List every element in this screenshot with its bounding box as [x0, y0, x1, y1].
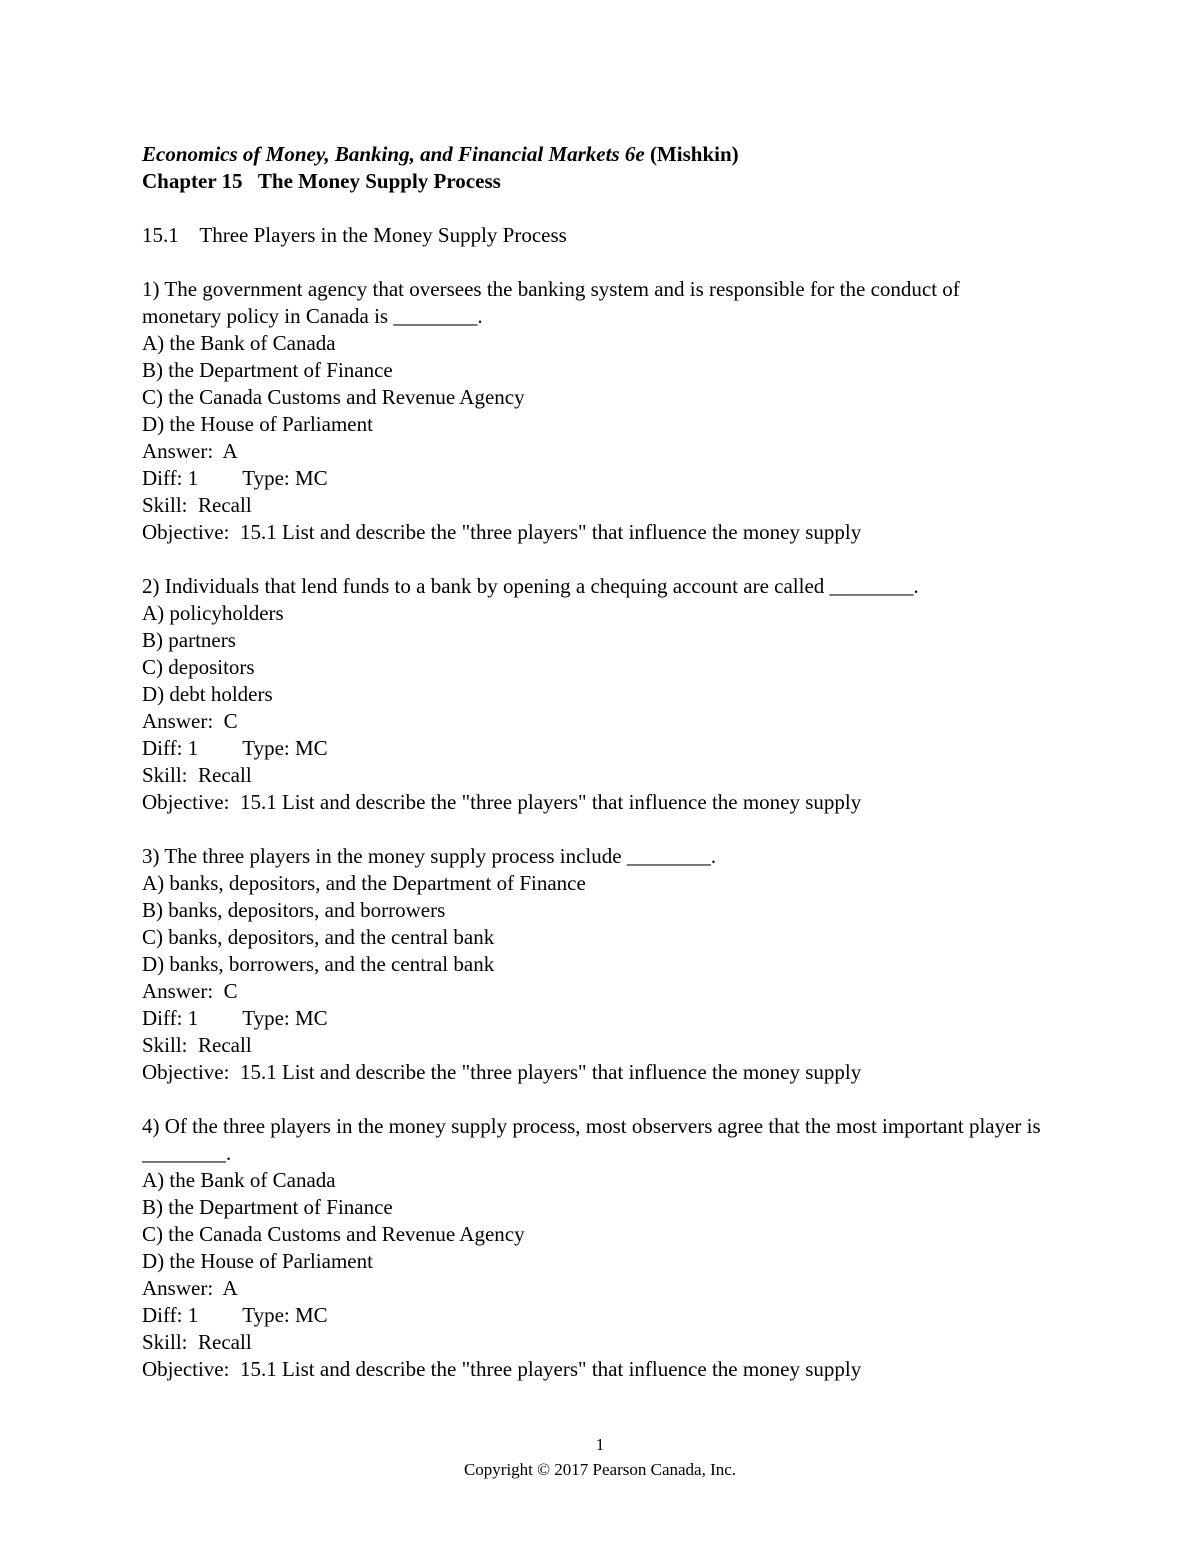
objective: Objective: 15.1 List and describe the "three players" that influence the money supply — [142, 1060, 862, 1084]
option-b: B) partners — [142, 628, 236, 652]
difficulty: Diff: 1 — [142, 1006, 199, 1030]
difficulty: Diff: 1 — [142, 736, 199, 760]
question-text: 3) The three players in the money supply process include ________. — [142, 844, 717, 868]
option-b: B) the Department of Finance — [142, 358, 393, 382]
objective: Objective: 15.1 List and describe the "three players" that influence the money supply — [142, 520, 862, 544]
objective: Objective: 15.1 List and describe the "three players" that influence the money supply — [142, 790, 862, 814]
option-b: B) the Department of Finance — [142, 1195, 393, 1219]
answer: Answer: C — [142, 979, 238, 1003]
option-d: D) debt holders — [142, 682, 273, 706]
difficulty: Diff: 1 — [142, 1303, 199, 1327]
answer: Answer: A — [142, 439, 238, 463]
question-text: 2) Individuals that lend funds to a bank by opening a chequing account are called ________. — [142, 574, 919, 598]
question-block — [142, 1113, 1082, 1383]
skill: Skill: Recall — [142, 763, 252, 787]
question-type: Type: MC — [242, 466, 328, 490]
section-heading: 15.1 Three Players in the Money Supply Process — [142, 223, 567, 247]
option-a: A) the Bank of Canada — [142, 1168, 336, 1192]
author: (Mishkin) — [649, 142, 739, 166]
question-block — [142, 573, 1082, 816]
document-title — [142, 141, 1082, 168]
skill: Skill: Recall — [142, 1033, 252, 1057]
option-c: C) the Canada Customs and Revenue Agency — [142, 385, 525, 409]
answer: Answer: A — [142, 1276, 238, 1300]
option-b: B) banks, depositors, and borrowers — [142, 898, 446, 922]
question-text: 1) The government agency that oversees the banking system and is responsible for the conduct of monetary policy in Canada is ________. — [142, 277, 960, 328]
difficulty-type — [142, 1302, 1082, 1329]
copyright-notice: Copyright © 2017 Pearson Canada, Inc. — [463, 1460, 737, 1479]
skill: Skill: Recall — [142, 1330, 252, 1354]
difficulty: Diff: 1 — [142, 466, 199, 490]
option-a: A) the Bank of Canada — [142, 331, 336, 355]
option-a: A) policyholders — [142, 601, 284, 625]
book-title: Economics of Money, Banking, and Financial Markets 6e — [142, 142, 645, 166]
page-number: 1 — [595, 1435, 605, 1454]
difficulty-type — [142, 1005, 1082, 1032]
option-c: C) the Canada Customs and Revenue Agency — [142, 1222, 525, 1246]
option-d: D) the House of Parliament — [142, 1249, 373, 1273]
question-block — [142, 843, 1082, 1086]
option-d: D) banks, borrowers, and the central bank — [142, 952, 495, 976]
option-c: C) depositors — [142, 655, 255, 679]
question-type: Type: MC — [242, 736, 328, 760]
difficulty-type — [142, 735, 1082, 762]
question-type: Type: MC — [242, 1006, 328, 1030]
objective: Objective: 15.1 List and describe the "three players" that influence the money supply — [142, 1357, 862, 1381]
question-text: 4) Of the three players in the money supply process, most observers agree that the most important player is ________. — [142, 1114, 1041, 1165]
chapter-heading: Chapter 15 The Money Supply Process — [142, 169, 501, 193]
question-type: Type: MC — [242, 1303, 328, 1327]
option-c: C) banks, depositors, and the central bank — [142, 925, 495, 949]
difficulty-type — [142, 465, 1082, 492]
skill: Skill: Recall — [142, 493, 252, 517]
option-a: A) banks, depositors, and the Department of Finance — [142, 871, 586, 895]
document-page — [142, 141, 1082, 1383]
option-d: D) the House of Parliament — [142, 412, 373, 436]
question-block — [142, 276, 1082, 546]
answer: Answer: C — [142, 709, 238, 733]
